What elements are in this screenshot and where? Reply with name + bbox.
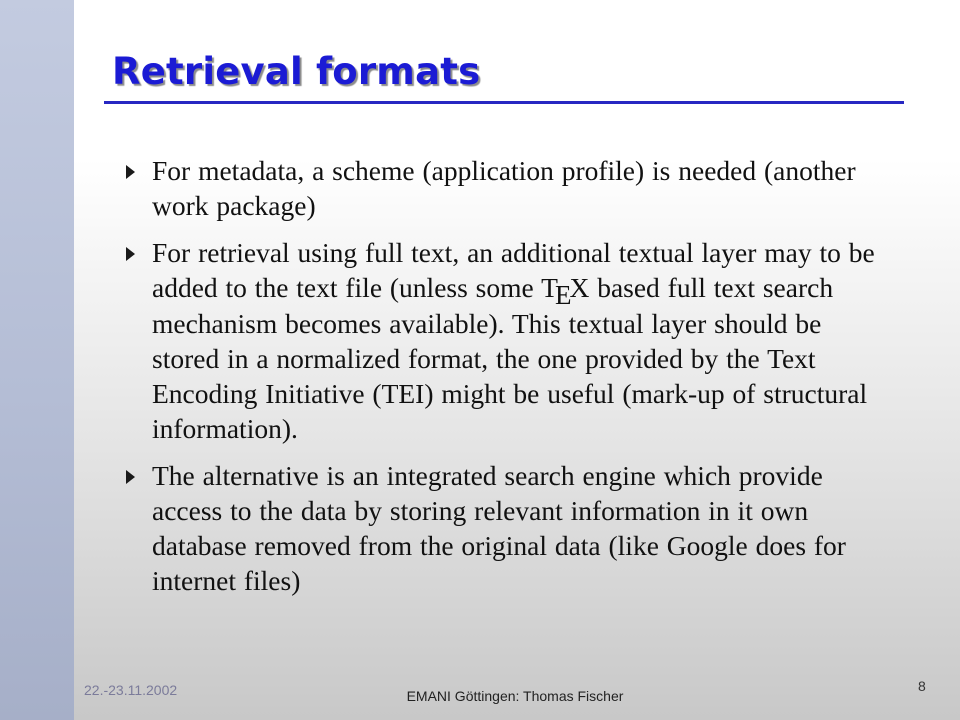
- bullet-list: [122, 153, 892, 610]
- bullet-item: [122, 235, 892, 446]
- bullet-text: The alternative is an integrated search engine which provide access to the data by storing relevant information in it own database removed from the original data (like Google does for internet files): [152, 460, 846, 596]
- left-accent-bar: [0, 0, 74, 720]
- slide-title: Retrieval formats: [112, 50, 481, 93]
- tex-logo: TEX: [541, 272, 590, 310]
- triangle-right-icon: [126, 165, 135, 179]
- bullet-item: [122, 153, 892, 223]
- title-underline: [104, 101, 904, 104]
- bullet-text: [152, 235, 892, 446]
- triangle-right-icon: [126, 247, 135, 261]
- page-number: 8: [918, 678, 926, 694]
- bullet-text: For metadata, a scheme (application profile) is needed (another work package): [152, 155, 856, 221]
- bullet-text-end: based full text search mechanism becomes available). This textual layer should be stored in a normalized format, the one provided by the Text Encoding Initiative (TEI) might be useful (mark-up of structural information).: [152, 272, 868, 444]
- footer-date: 22.-23.11.2002: [84, 682, 178, 698]
- triangle-right-icon: [126, 470, 135, 484]
- bullet-text-start: For retrieval using full text, an additional textual layer may to be added to the text file (unless some: [152, 237, 875, 303]
- bullet-item: [122, 458, 892, 598]
- footer-presenter: EMANI Göttingen: Thomas Fischer: [406, 688, 624, 704]
